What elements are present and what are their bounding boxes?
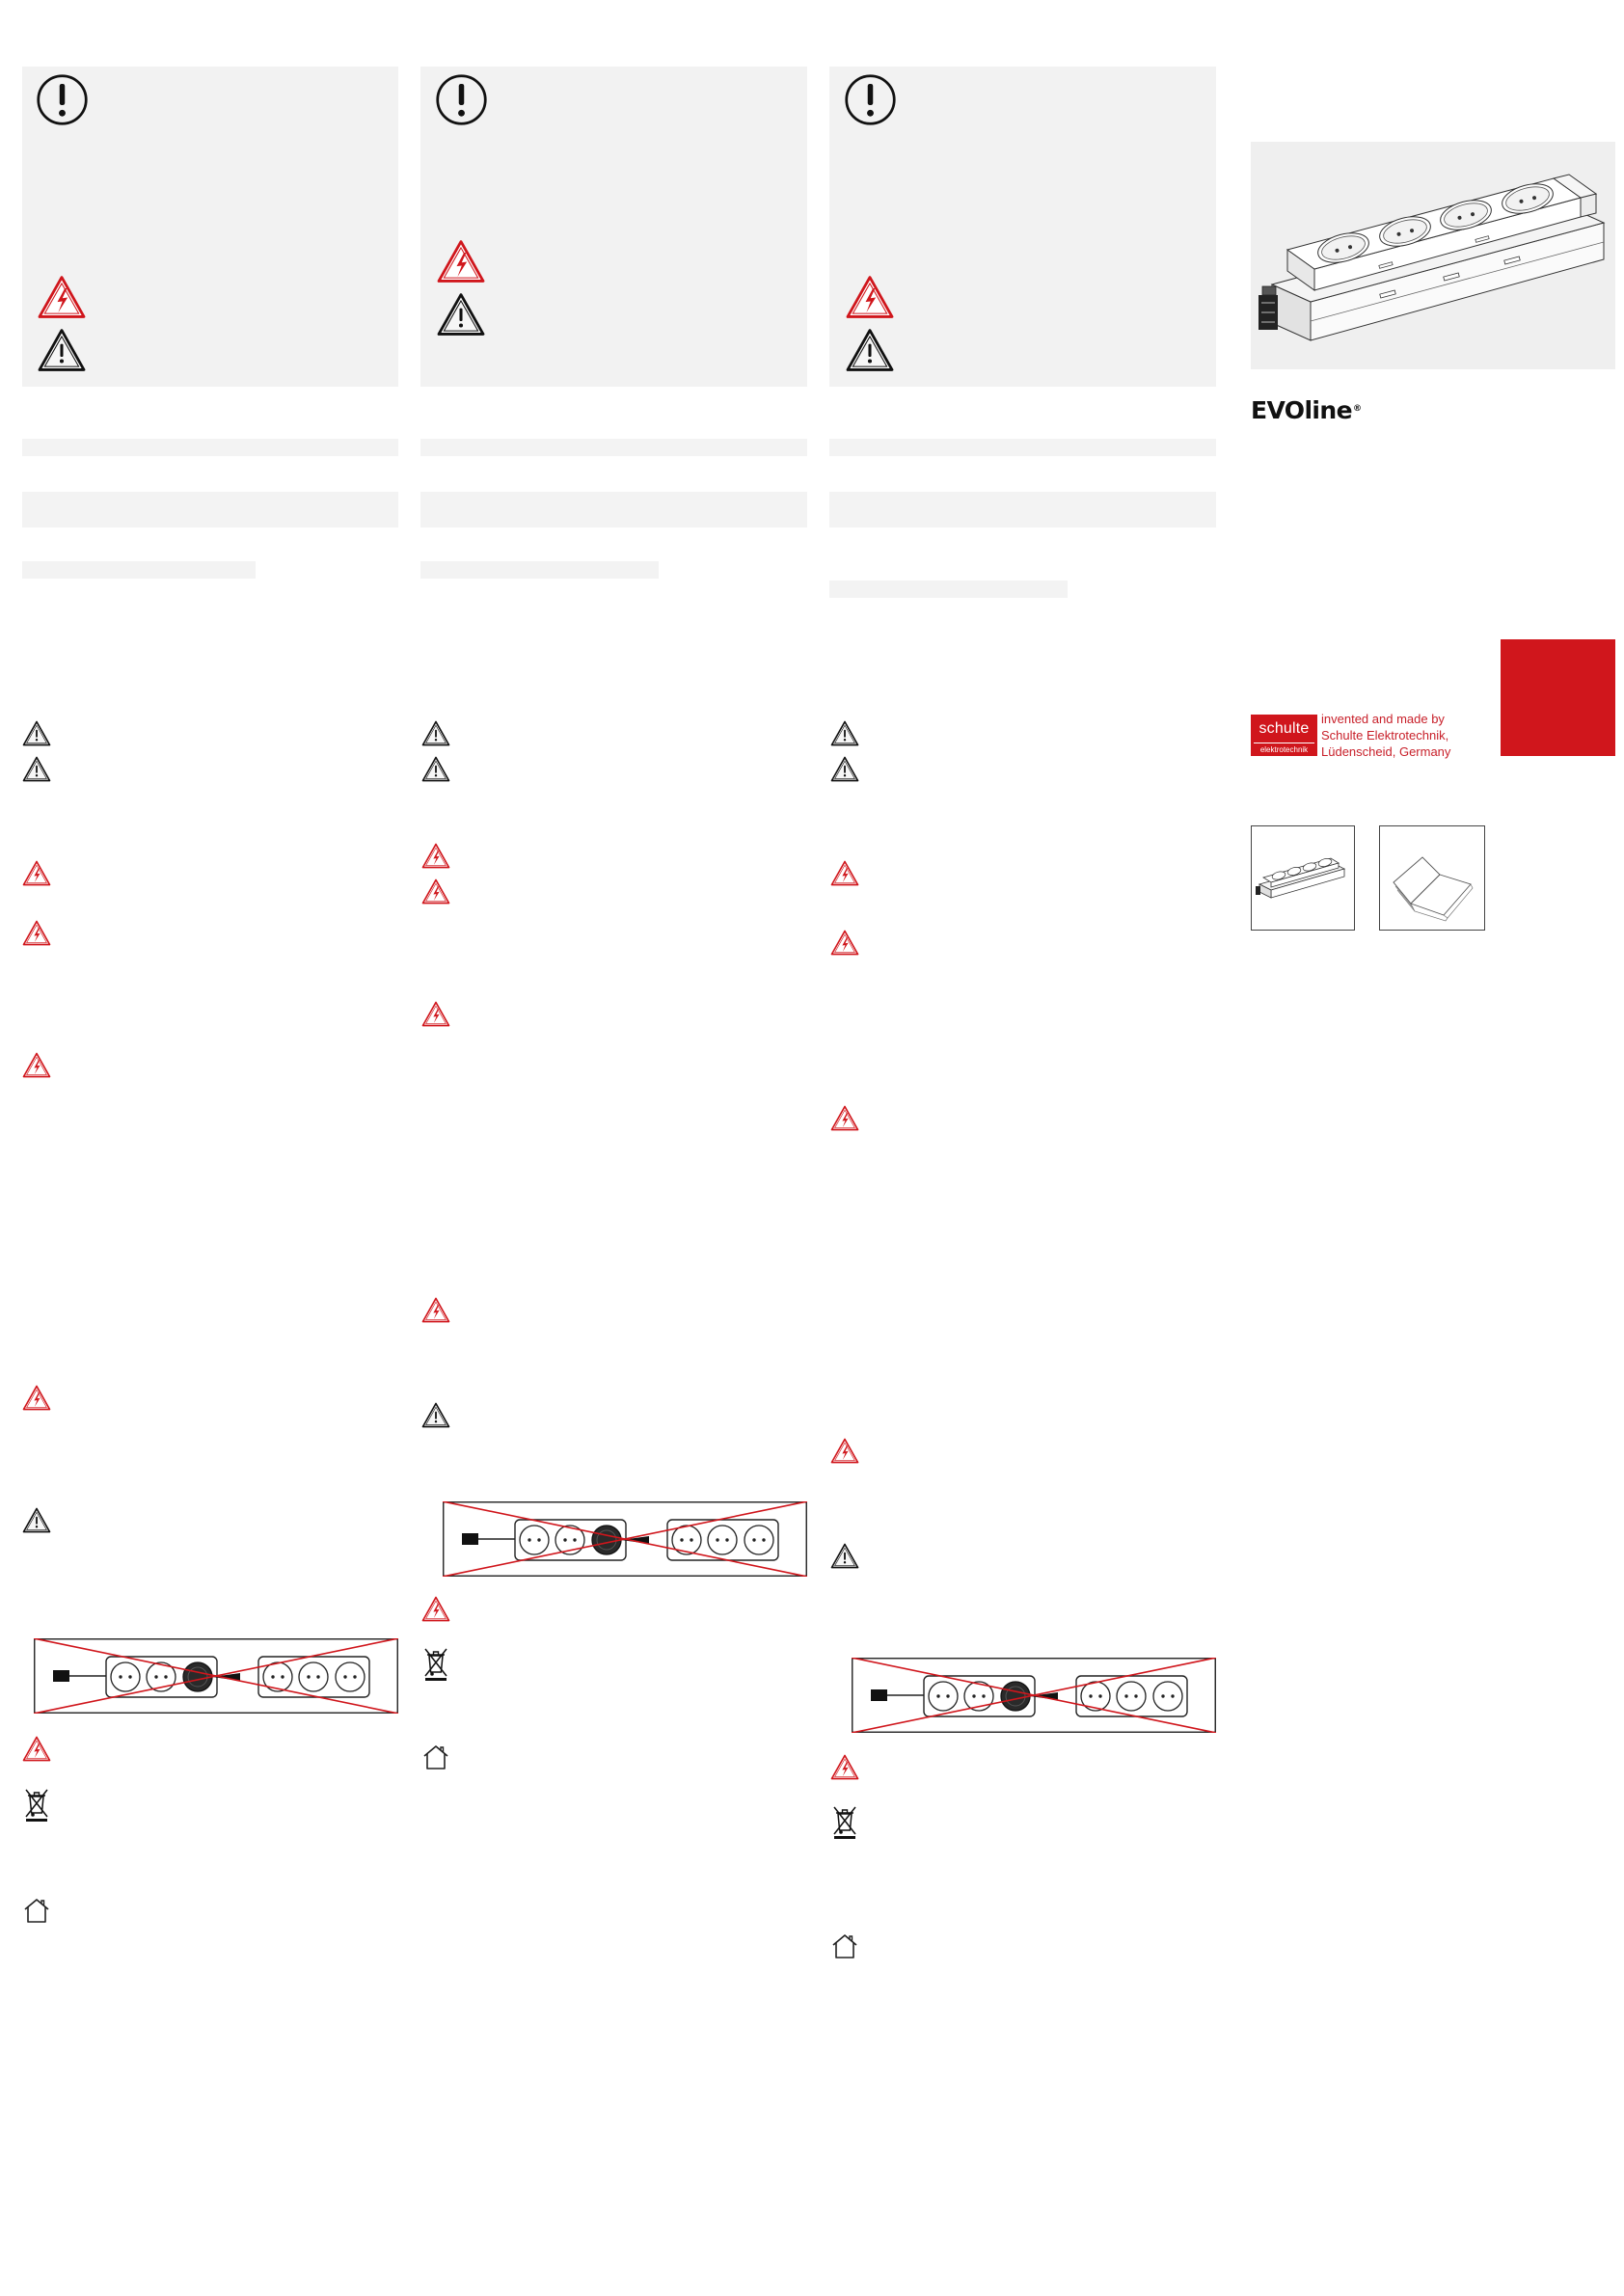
electric-shock-warning-icon (830, 1438, 859, 1464)
electric-shock-warning-icon (830, 860, 859, 886)
electric-shock-warning-icon (421, 1297, 450, 1323)
general-warning-icon (830, 720, 859, 746)
general-warning-icon (22, 720, 51, 746)
general-warning-icon (421, 720, 450, 746)
general-warning-icon (830, 756, 859, 782)
electric-shock-warning-icon (830, 1105, 859, 1131)
electric-shock-warning-icon (830, 1754, 859, 1780)
general-warning-icon (830, 1543, 859, 1569)
general-warning-icon (830, 720, 859, 746)
section-heading-bar (420, 561, 659, 579)
electric-shock-warning-icon (22, 1052, 51, 1078)
general-warning-icon (421, 756, 450, 782)
electric-shock-warning-icon (830, 930, 859, 956)
electric-shock-warning-icon (421, 843, 450, 869)
brand-name (1251, 396, 1362, 425)
electric-shock-warning-icon (830, 1754, 859, 1780)
section-heading-bar (420, 439, 807, 456)
section-heading-bar (829, 581, 1068, 598)
brand-wordmark: EVOline (1251, 396, 1352, 424)
mandatory-instruction-icon (435, 73, 488, 126)
section-heading-bar (829, 492, 1216, 527)
electric-shock-warning-icon (22, 1385, 51, 1411)
electric-shock-warning-icon (421, 1596, 450, 1622)
electric-shock-warning-icon (830, 1438, 859, 1464)
indoor-use-house-icon (421, 1743, 450, 1770)
mandatory-instruction-icon (435, 73, 488, 126)
electric-shock-warning-icon (421, 878, 450, 905)
general-warning-icon (421, 1402, 450, 1428)
electric-shock-warning-icon (436, 239, 486, 284)
electric-shock-warning-icon (421, 878, 450, 905)
electric-shock-warning-icon (22, 860, 51, 886)
no-daisy-chain-diagram (852, 1658, 1216, 1733)
mandatory-instruction-icon (844, 73, 897, 126)
indoor-use-house-icon (830, 1932, 859, 1959)
electric-shock-warning-icon (22, 1385, 51, 1411)
weee-crossed-bin-icon (422, 1645, 449, 1682)
no-daisy-chain-diagram (443, 1501, 807, 1577)
electric-shock-warning-icon (830, 860, 859, 886)
electric-shock-warning-icon (22, 920, 51, 946)
electric-shock-warning-icon (830, 930, 859, 956)
general-warning-icon (22, 756, 51, 782)
electric-shock-warning-icon (37, 275, 87, 319)
section-heading-bar (829, 439, 1216, 456)
general-warning-icon (845, 328, 895, 372)
section-heading-bar (22, 492, 398, 527)
electric-shock-warning-icon (421, 1001, 450, 1027)
leaflet-thumbnail (1380, 826, 1484, 930)
indoor-use-house-icon (830, 1932, 859, 1959)
electric-shock-warning-icon (22, 860, 51, 886)
general-warning-icon (421, 720, 450, 746)
section-heading-bar (22, 561, 256, 579)
manufacturer-logo (1251, 715, 1317, 756)
no-daisy-chain-diagram (34, 1638, 398, 1714)
weee-crossed-bin-icon (831, 1803, 858, 1840)
general-warning-icon (22, 756, 51, 782)
electric-shock-warning-icon (845, 275, 895, 319)
section-heading-bar (22, 439, 398, 456)
electric-shock-warning-icon (22, 920, 51, 946)
product-image (1251, 142, 1615, 369)
package-content-instruction-leaflet (1379, 825, 1485, 931)
indoor-use-house-icon (22, 1897, 51, 1924)
weee-crossed-bin-icon (23, 1786, 50, 1823)
brand-color-block (1501, 639, 1615, 756)
general-warning-icon (37, 328, 87, 372)
general-warning-icon (37, 328, 87, 372)
electric-shock-warning-icon (436, 239, 486, 284)
registered-trademark: ® (1352, 404, 1362, 414)
electric-shock-warning-icon (22, 1052, 51, 1078)
general-warning-icon (830, 756, 859, 782)
package-content-power-strip (1251, 825, 1355, 931)
weee-crossed-bin-icon (422, 1645, 449, 1682)
tagline-line: invented and made by (1321, 712, 1445, 726)
power-strip-thumbnail (1252, 826, 1354, 930)
general-warning-icon (830, 1543, 859, 1569)
logo-subline: elektrotechnik (1259, 745, 1309, 754)
indoor-use-house-icon (22, 1897, 51, 1924)
no-daisy-chain-diagram (34, 1638, 398, 1714)
tagline-line: Lüdenscheid, Germany (1321, 744, 1451, 759)
tagline-line: Schulte Elektrotechnik, (1321, 728, 1449, 743)
electric-shock-warning-icon (421, 1297, 450, 1323)
general-warning-icon (436, 292, 486, 337)
general-warning-icon (421, 1402, 450, 1428)
logo-wordmark: schulte (1259, 720, 1310, 737)
manufacturer-tagline (1321, 711, 1450, 760)
general-warning-icon (22, 1507, 51, 1533)
general-warning-icon (22, 720, 51, 746)
weee-crossed-bin-icon (831, 1803, 858, 1840)
section-heading-bar (420, 492, 807, 527)
power-strip-illustration (1251, 142, 1615, 369)
electric-shock-warning-icon (830, 1105, 859, 1131)
mandatory-instruction-icon (36, 73, 89, 126)
electric-shock-warning-icon (22, 1736, 51, 1762)
general-warning-icon (436, 292, 486, 337)
electric-shock-warning-icon (421, 1001, 450, 1027)
general-warning-icon (22, 1507, 51, 1533)
weee-crossed-bin-icon (23, 1786, 50, 1823)
no-daisy-chain-diagram (443, 1501, 807, 1577)
electric-shock-warning-icon (421, 1596, 450, 1622)
electric-shock-warning-icon (421, 843, 450, 869)
indoor-use-house-icon (421, 1743, 450, 1770)
electric-shock-warning-icon (37, 275, 87, 319)
mandatory-instruction-icon (844, 73, 897, 126)
mandatory-instruction-icon (36, 73, 89, 126)
general-warning-icon (421, 756, 450, 782)
general-warning-icon (845, 328, 895, 372)
no-daisy-chain-diagram (852, 1658, 1216, 1733)
electric-shock-warning-icon (845, 275, 895, 319)
electric-shock-warning-icon (22, 1736, 51, 1762)
